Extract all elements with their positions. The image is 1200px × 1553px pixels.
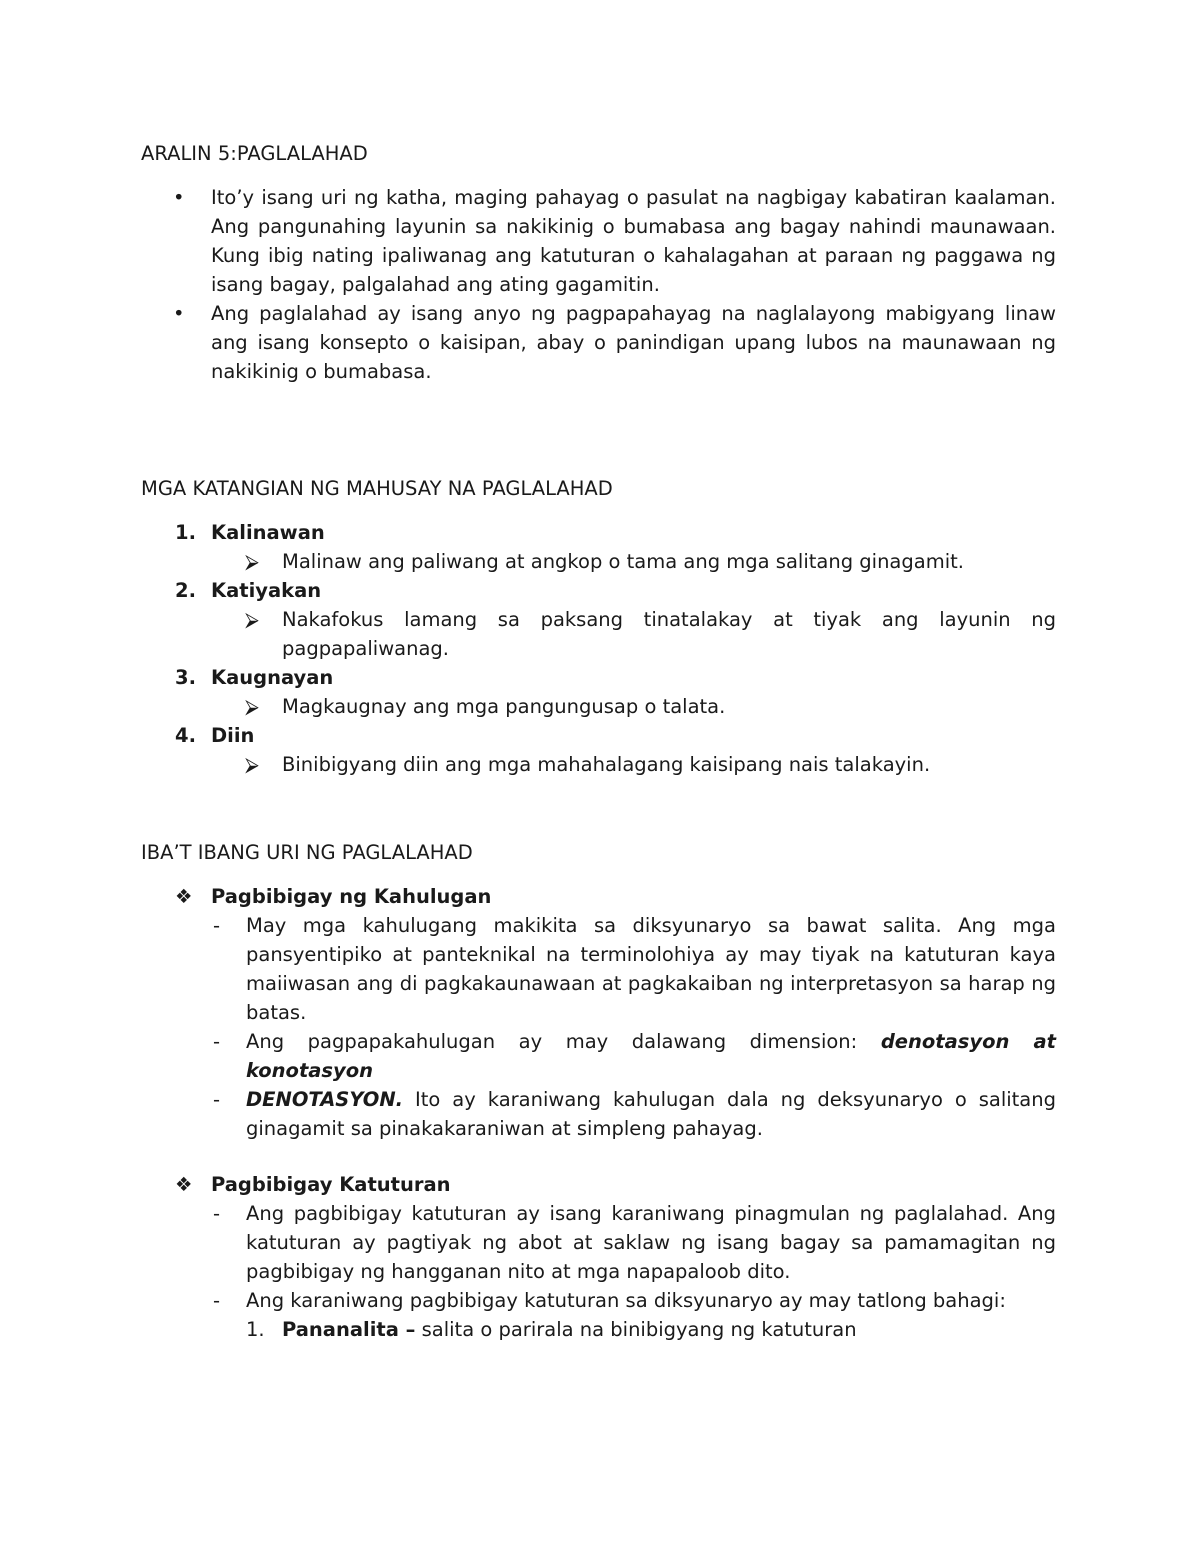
section-title-aralin: ARALIN 5:PAGLALAHAD (141, 142, 368, 165)
dash-icon: - (213, 1030, 221, 1053)
list-item: - DENOTASYON. Ito ay karaniwang kahulugan dala ng deksyunaryo o salitang ginagamit sa pinakakaraniwan at simpleng pahayag. (246, 1085, 1056, 1143)
emphasis-text: DENOTASYON. (246, 1088, 404, 1111)
item-number: 1. (175, 521, 196, 544)
diamond-icon: ❖ (175, 885, 193, 908)
list-item (175, 576, 1056, 605)
list-item (173, 183, 1056, 299)
item-number: 4. (175, 724, 196, 747)
subsection-title: Pagbibigay Katuturan (211, 1173, 451, 1196)
diamond-icon: ❖ (175, 1173, 193, 1196)
arrow-icon: ⮚ (245, 695, 259, 718)
arrow-icon: ⮚ (245, 608, 259, 631)
list-item (173, 299, 1056, 386)
dash-icon: - (213, 1289, 221, 1312)
term-label: Pananalita – (282, 1318, 416, 1341)
arrow-icon: ⮚ (245, 753, 259, 776)
list-item: - Ang pagbibigay katuturan ay isang karaniwang pinagmulan ng paglalahad. Ang katuturan ay pagtiyak ng abot at saklaw ng isang bagay sa pamamagitan ng pagbibigay ng hangganan nito at mga napapaloob dito. (246, 1199, 1056, 1286)
bullet-icon: • (173, 302, 185, 325)
bullet-text: Ang paglalahad ay isang anyo ng pagpapahayag na naglalayong mabigyang linaw ang isang konsepto o kaisipan, abay o panindigan upang lubos na maunawaan ng nakikinig o bumabasa. (211, 302, 1056, 383)
list-item: - May mga kahulugang makikita sa diksyunaryo sa bawat salita. Ang mga pansyentipiko at panteknikal na terminolohiya ay may tiyak na katuturan kaya maiiwasan ang di pagkakaunawaan at pagkakaiban ng interpretasyon sa harap ng batas. (246, 911, 1056, 1027)
bullet-text: Ito’y isang uri ng katha, maging pahayag o pasulat na nagbigay kabatiran kaalaman. Ang pangunahing layunin sa nakikinig o bumabasa ang bagay nahindi maunawaan. Kung ibig nating ipaliwanag ang katuturan o kahalagahan at paraan ng paggawa ng isang bagay, palgalahad ang ating gagamitin. (211, 186, 1056, 296)
item-label: Kalinawan (211, 521, 325, 544)
subsection-kahulugan (175, 882, 1056, 1143)
item-label: Katiyakan (211, 579, 322, 602)
subsection-heading (175, 882, 1056, 911)
arrow-icon: ⮚ (245, 550, 259, 573)
emphasis-text: denotasyon at konotasyon (246, 1030, 1056, 1082)
item-number: 2. (175, 579, 196, 602)
intro-bullet-list (173, 183, 1056, 386)
section-title-uri: IBA’T IBANG URI NG PAGLALAHAD (141, 841, 473, 864)
list-item (175, 518, 1056, 547)
item-description: ⮚ Nakafokus lamang sa paksang tinatalakay at tiyak ang layunin ng pagpapaliwanag. (282, 605, 1056, 663)
item-number: 3. (175, 666, 196, 689)
list-item (175, 721, 1056, 750)
dash-icon: - (213, 1088, 221, 1111)
item-number: 1. (246, 1318, 265, 1341)
dash-icon: - (213, 914, 221, 937)
item-description: ⮚ Binibigyang diin ang mga mahahalagang kaisipang nais talakayin. (282, 750, 1056, 779)
item-description: ⮚ Magkaugnay ang mga pangungusap o talata. (282, 692, 1056, 721)
list-item: - Ang karaniwang pagbibigay katuturan sa diksyunaryo ay may tatlong bahagi: (246, 1286, 1056, 1315)
katangian-list (175, 518, 1056, 779)
list-item (175, 663, 1056, 692)
dash-icon: - (213, 1202, 221, 1225)
list-item: - Ang pagpapakahulugan ay may dalawang dimension: denotasyon at konotasyon (246, 1027, 1056, 1085)
item-description: ⮚ Malinaw ang paliwang at angkop o tama ang mga salitang ginagamit. (282, 547, 1056, 576)
subsection-heading (175, 1170, 1056, 1199)
item-label: Kaugnayan (211, 666, 334, 689)
bullet-icon: • (173, 186, 185, 209)
list-item: 1. Pananalita – salita o parirala na binibigyang ng katuturan (282, 1315, 1056, 1344)
subsection-katuturan (175, 1170, 1056, 1344)
section-title-katangian: MGA KATANGIAN NG MAHUSAY NA PAGLALAHAD (141, 477, 613, 500)
item-label: Diin (211, 724, 255, 747)
subsection-title: Pagbibigay ng Kahulugan (211, 885, 492, 908)
